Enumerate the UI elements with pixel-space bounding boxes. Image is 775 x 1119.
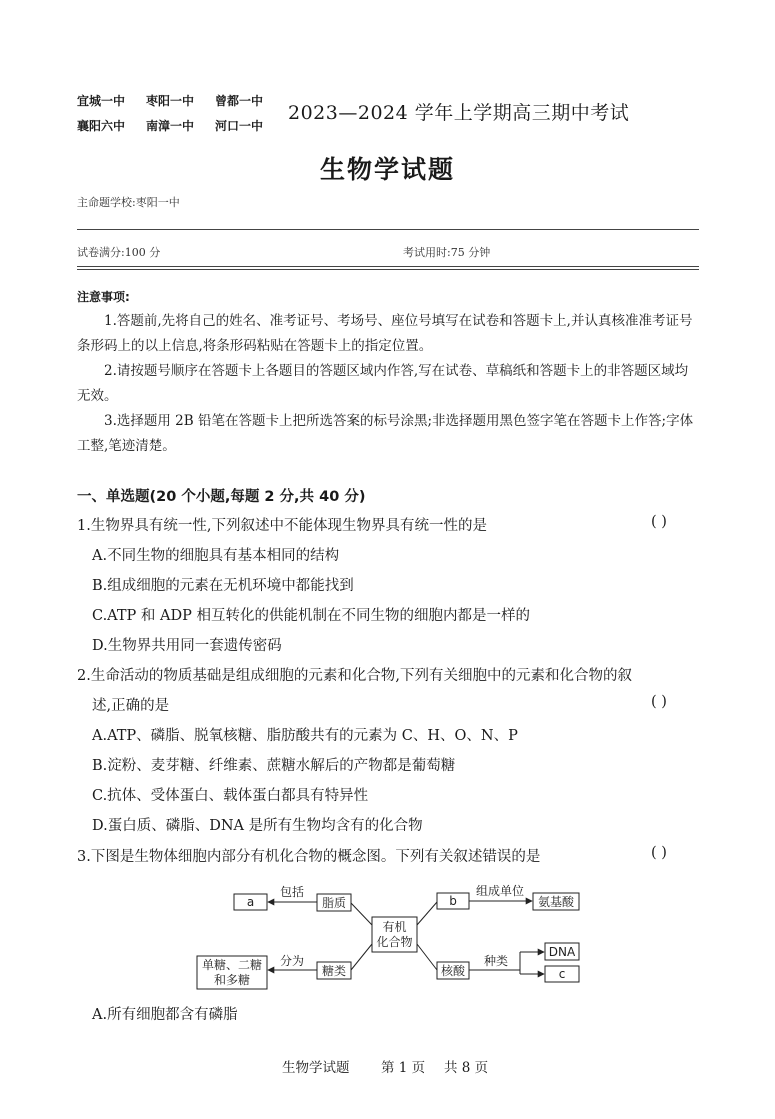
notice-heading: 注意事项: <box>77 290 130 304</box>
q2-stem-line1: 2.生命活动的物质基础是组成细胞的元素和化合物,下列有关细胞中的元素和化合物的叙 <box>77 668 632 684</box>
q3-answer-paren: ( ) <box>651 845 667 861</box>
exam-duration: 考试用时:75 分钟 <box>403 246 491 259</box>
q1-option-a: A.不同生物的细胞具有基本相同的结构 <box>92 548 340 564</box>
edge-center-sugar <box>351 944 372 970</box>
label-component-unit: 组成单位 <box>475 884 525 898</box>
section-title: 一、单选题(20 个小题,每题 2 分,共 40 分) <box>77 489 366 505</box>
footer-total: 共 8 页 <box>444 1060 489 1076</box>
school-zengdu: 曾都一中 <box>215 94 264 108</box>
subject-title: 生物学试题 <box>319 155 455 184</box>
q3-stem: 3.下图是生物体细胞内部分有机化合物的概念图。下列有关叙述错误的是 <box>77 849 541 865</box>
edge-center-b <box>417 902 437 925</box>
label-center-2: 化合物 <box>376 935 413 949</box>
notice-item-1: 1.答题前,先将自己的姓名、准考证号、考场号、座位号填写在试卷和答题卡上,并认真核准准考证号条形码上的以上信息,将条形码粘贴在答题卡上的指定位置。 <box>77 313 693 354</box>
q2-stem-line2: 述,正确的是 <box>92 698 170 714</box>
q2-option-b: B.淀粉、麦芽糖、纤维素、蔗糖水解后的产物都是葡萄糖 <box>92 758 456 774</box>
label-include: 包括 <box>279 885 305 899</box>
edge-center-lipid <box>351 903 372 925</box>
footer-subject: 生物学试题 <box>282 1060 350 1076</box>
label-kinds: 种类 <box>483 954 509 968</box>
label-a: a <box>246 895 255 909</box>
school-nanzhang: 南漳一中 <box>146 119 195 133</box>
label-b: b <box>449 894 457 908</box>
school-xiangyang6: 襄阳六中 <box>77 119 126 133</box>
q2-option-a: A.ATP、磷脂、脱氧核糖、脂肪酸共有的元素为 C、H、O、N、P <box>92 728 518 744</box>
label-dna: DNA <box>548 945 576 959</box>
label-sugar-types-1: 单糖、二糖 <box>201 958 263 972</box>
q2-option-c: C.抗体、受体蛋白、载体蛋白都具有特异性 <box>92 788 369 804</box>
school-hekou: 河口一中 <box>215 119 264 133</box>
host-school: 主命题学校:枣阳一中 <box>77 196 180 209</box>
school-yicheng: 宜城一中 <box>77 94 126 108</box>
footer-page: 第 1 页 <box>381 1060 426 1076</box>
q1-stem: 1.生物界具有统一性,下列叙述中不能体现生物界具有统一性的是 <box>77 518 487 534</box>
q1-answer-paren: ( ) <box>651 514 667 530</box>
label-nucleic: 核酸 <box>440 964 466 978</box>
label-sugar-types-2: 和多糖 <box>213 973 251 987</box>
q1-option-d: D.生物界共用同一套遗传密码 <box>92 638 282 654</box>
q2-option-d: D.蛋白质、磷脂、DNA 是所有生物均含有的化合物 <box>92 818 423 834</box>
exam-title: 2023—2024 学年上学期高三期中考试 <box>288 102 630 124</box>
q3-option-a: A.所有细胞都含有磷脂 <box>92 1007 238 1023</box>
label-amino-acid: 氨基酸 <box>537 895 575 909</box>
label-sugar: 糖类 <box>321 964 347 978</box>
label-divided: 分为 <box>279 954 305 968</box>
notice-item-3: 3.选择题用 2B 铅笔在答题卡上把所选答案的标号涂黑;非选择题用黑色签字笔在答题卡上作答;字体工整,笔迹清楚。 <box>77 413 694 454</box>
q1-option-b: B.组成细胞的元素在无机环境中都能找到 <box>92 578 354 594</box>
q1-option-c: C.ATP 和 ADP 相互转化的供能机制在不同生物的细胞内都是一样的 <box>92 608 530 624</box>
school-zaoyang: 枣阳一中 <box>146 94 195 108</box>
label-c: c <box>558 967 566 981</box>
notice-item-2: 2.请按题号顺序在答题卡上各题目的答题区域内作答,写在试卷、草稿纸和答题卡上的非答题区域均无效。 <box>77 363 689 404</box>
full-score: 试卷满分:100 分 <box>77 246 161 259</box>
edge-center-nucleic <box>417 944 437 970</box>
q2-answer-paren: ( ) <box>651 694 667 710</box>
label-lipid: 脂质 <box>321 896 347 910</box>
label-center-1: 有机 <box>382 920 407 934</box>
